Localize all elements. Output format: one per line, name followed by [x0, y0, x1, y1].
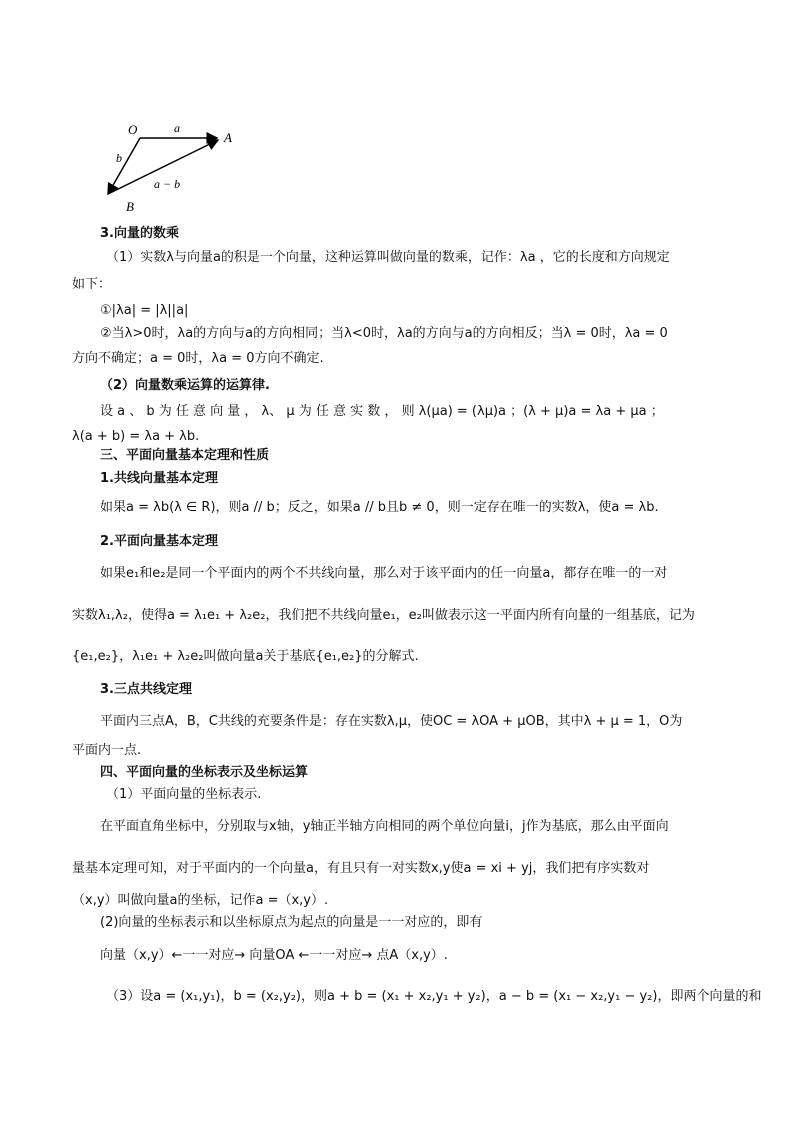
paragraph-line: 方向不确定；a = 0时，λa = 0方向不确定.	[72, 351, 324, 366]
vector-b-label: b	[116, 151, 122, 165]
paragraph-line: （x,y）叫做向量a的坐标，记作a =（x,y）.	[72, 893, 329, 908]
paragraph-line: 设 a 、 b 为 任 意 向 量 ， λ、 μ 为 任 意 实 数 ， 则 λ(μa) = (λμ)a ；(λ + μ)a = λa + μa ；	[100, 404, 664, 419]
section-heading-3: 三、平面向量基本定理和性质	[100, 448, 270, 463]
subheading-coordinate-representation: （1）平面向量的坐标表示.	[106, 787, 262, 802]
paragraph-line: 平面内三点A，B，C共线的充要条件是：存在实数λ,μ，使OC = λOA + μOB，其中λ + μ = 1，O为	[100, 714, 683, 729]
paragraph-line: （1）实数λ与向量a的积是一个向量，这种运算叫做向量的数乘，记作：λa ，它的长度和方向规定	[106, 250, 670, 265]
point-a-label: A	[224, 130, 232, 145]
paragraph-line: 实数λ₁,λ₂，使得a = λ₁e₁ + λ₂e₂，我们把不共线向量e₁，e₂叫做表示这一平面内所有向量的一组基底，记为	[72, 608, 695, 623]
vector-triangle-figure	[96, 118, 246, 218]
paragraph-line: {e₁,e₂}，λ₁e₁ + λ₂e₂叫做向量a关于基底{e₁,e₂}的分解式.	[72, 649, 419, 664]
paragraph-line: 如果a = λb(λ ∈ R)，则a // b；反之，如果a // b且b ≠ 0，则一定存在唯一的实数λ，使a = λb.	[100, 500, 659, 515]
point-o-label: O	[128, 122, 138, 137]
paragraph-line: 在平面直角坐标中，分别取与x轴，y轴正半轴方向相同的两个单位向量i，j作为基底，那么由平面向	[100, 819, 669, 834]
paragraph-line: 平面内一点.	[72, 743, 142, 758]
paragraph-line: 量基本定理可知，对于平面内的一个向量a，有且只有一对实数x,y使a = xi + yj，我们把有序实数对	[72, 861, 650, 876]
heading-plane-vector-theorem: 2.平面向量基本定理	[100, 534, 218, 549]
heading-scalar-multiplication: 3.向量的数乘	[100, 226, 179, 241]
paragraph-line: 如下：	[72, 277, 112, 292]
formula-line: ①|λa| = |λ||a|	[100, 303, 189, 318]
heading-three-points-theorem: 3.三点共线定理	[100, 682, 192, 697]
heading-collinear-theorem: 1.共线向量基本定理	[100, 471, 218, 486]
vector-a-label: a	[174, 121, 180, 135]
paragraph-line: (2)向量的坐标表示和以坐标原点为起点的向量是一一对应的，即有	[100, 915, 483, 930]
section-heading-4: 四、平面向量的坐标表示及坐标运算	[100, 765, 309, 780]
paragraph-line: 如果e₁和e₂是同一个平面内的两个不共线向量，那么对于该平面内的任一向量a，都存在唯一的一对	[100, 566, 668, 581]
correspondence-line: 向量（x,y）←一一对应→ 向量OA ←一一对应→ 点A（x,y）.	[100, 948, 448, 963]
paragraph-line: （3）设a = (x₁,y₁)，b = (x₂,y₂)，则a + b = (x₁ + x₂,y₁ + y₂)，a − b = (x₁ − x₂,y₁ − y₂)，即两个向量的和	[106, 989, 762, 1004]
paragraph-line: ②当λ>0时，λa的方向与a的方向相同；当λ<0时，λa的方向与a的方向相反；当λ = 0时，λa = 0	[100, 326, 668, 341]
vector-diff-label: a − b	[154, 177, 181, 191]
heading-operation-laws: （2）向量数乘运算的运算律.	[100, 378, 270, 393]
point-b-label: B	[126, 199, 134, 214]
formula-line: λ(a + b) = λa + λb.	[72, 429, 200, 444]
